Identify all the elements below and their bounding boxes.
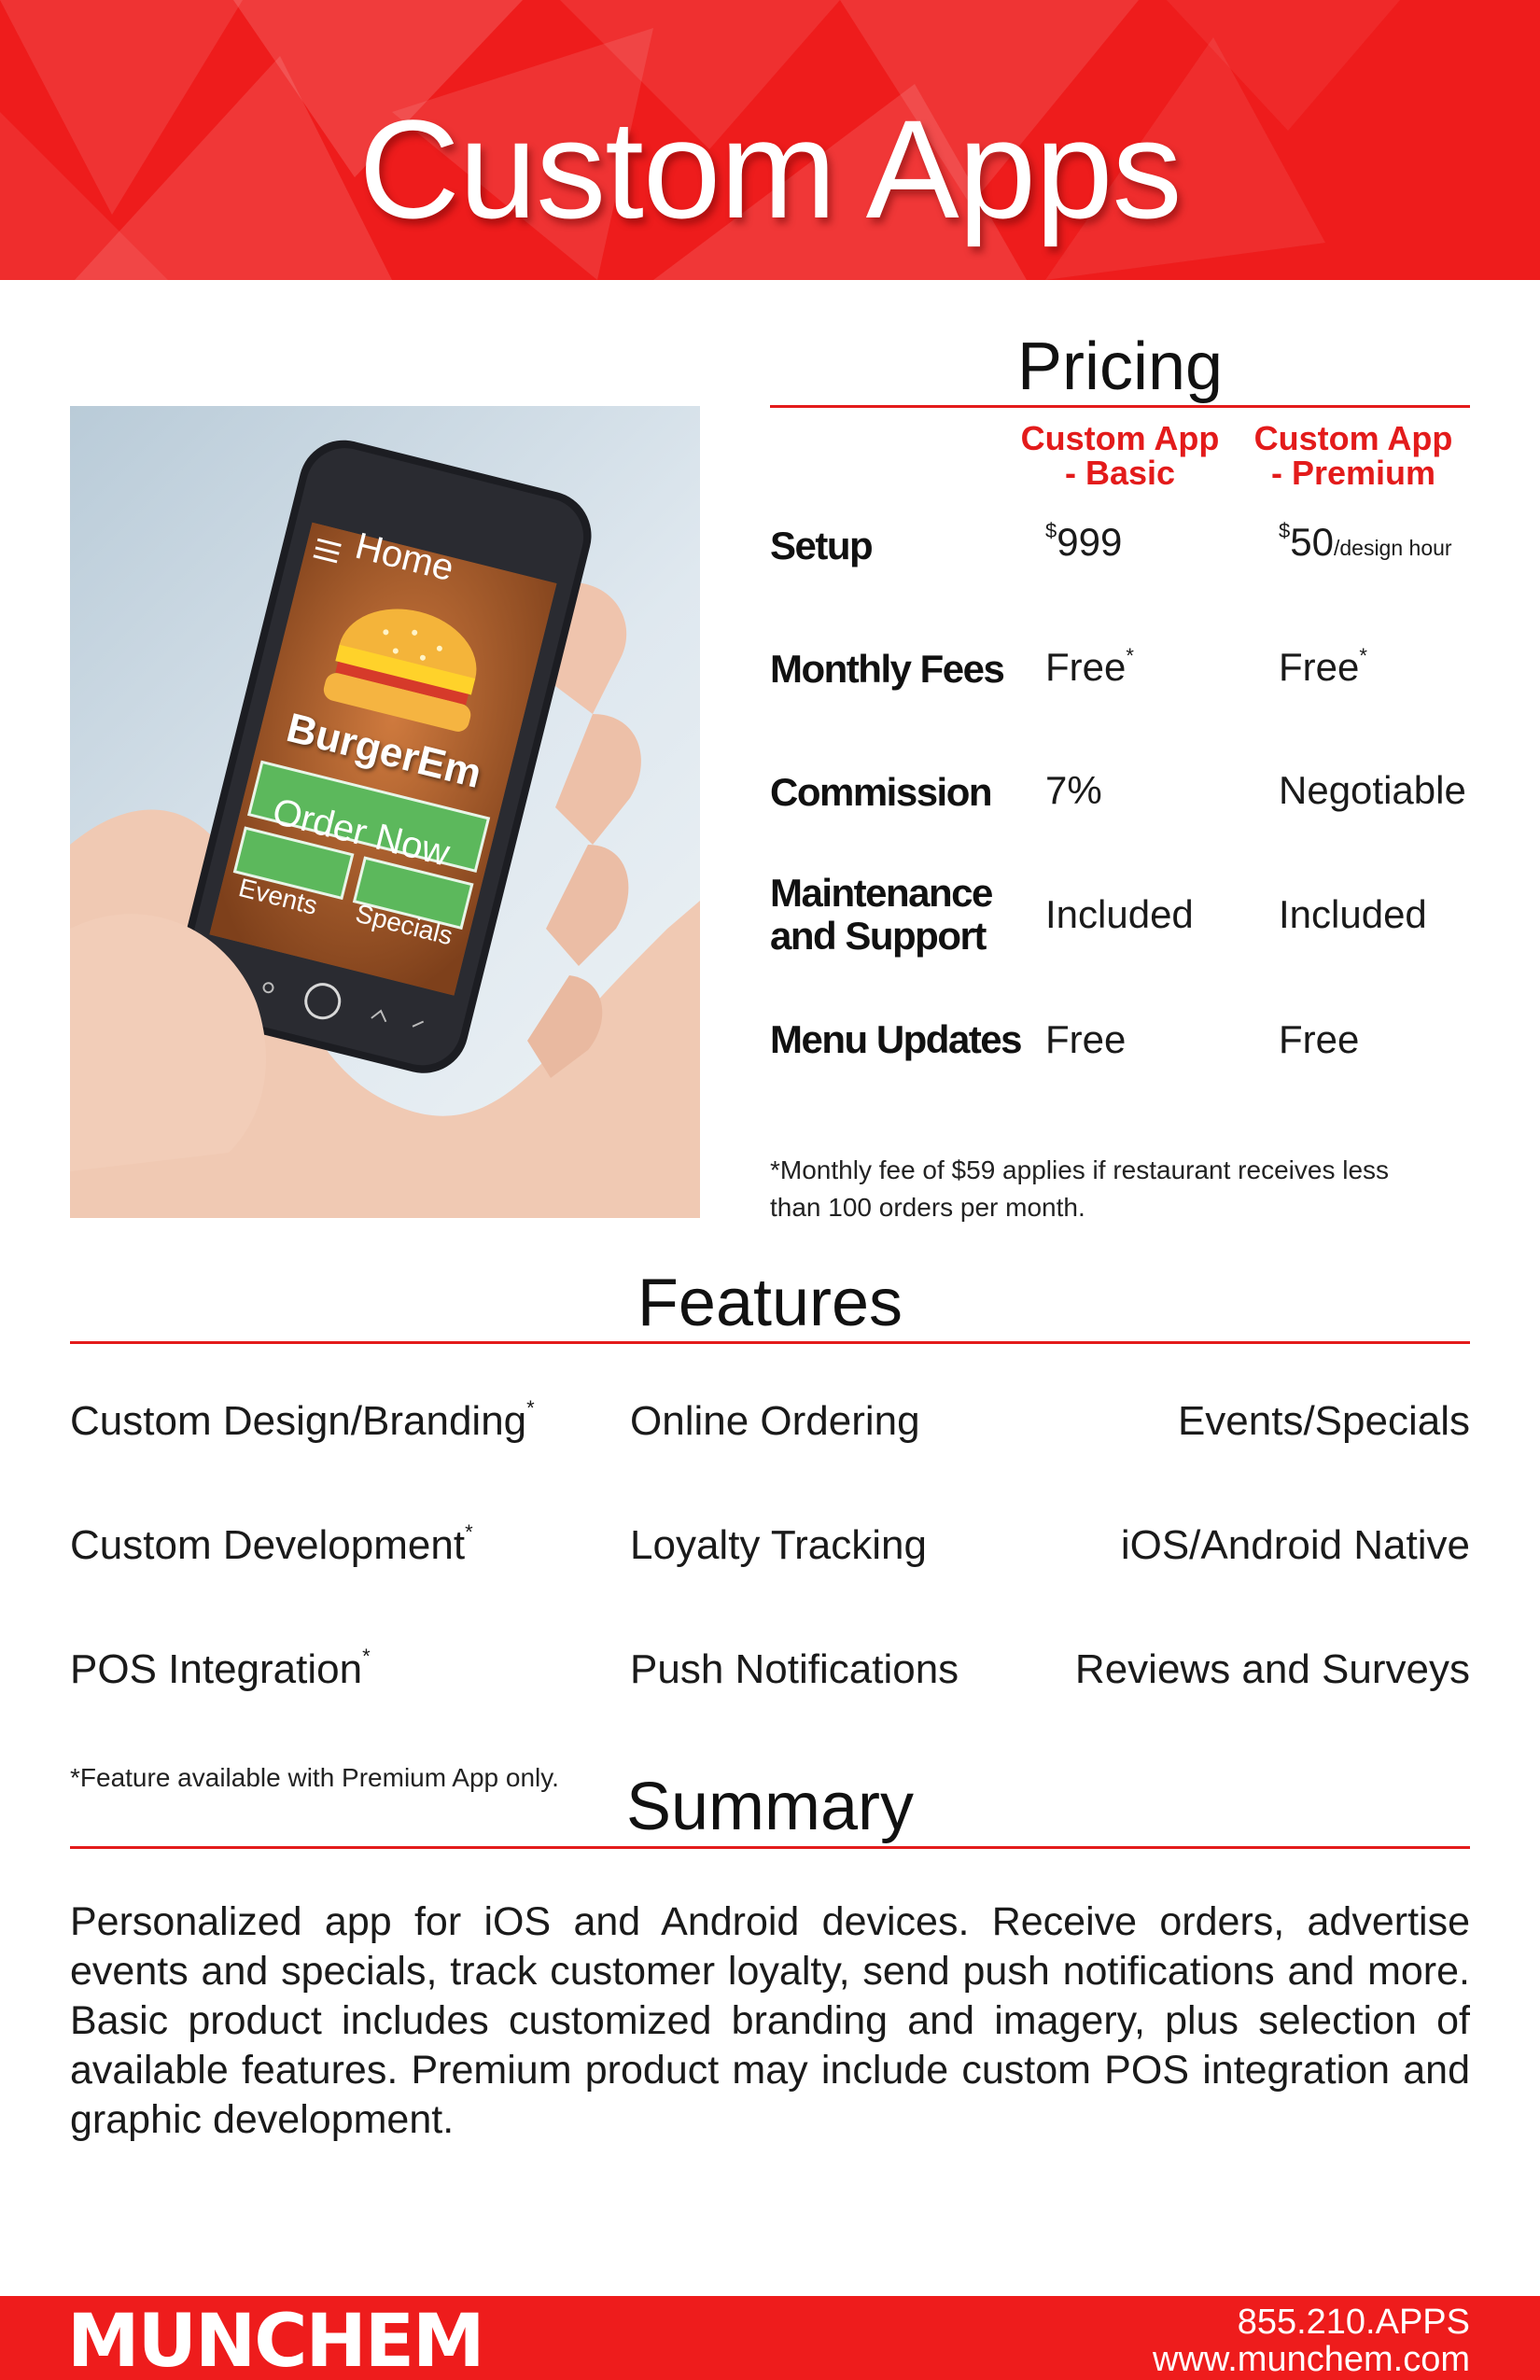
menu-updates-basic-value: Free [1045,1017,1127,1061]
maintenance-basic-value: Included [1045,892,1194,936]
monthly-basic-value: Free* [1045,644,1134,689]
feature-push-notifications: Push Notifications [630,1646,959,1692]
website-link[interactable]: www.munchem.com [1153,2340,1470,2379]
feature-events-specials: Events/Specials [1177,1398,1470,1444]
row-label-maintenance: Maintenance and Support [770,871,992,958]
row-label-monthly-fees: Monthly Fees [770,647,1004,691]
contact-info [1153,2303,1470,2378]
feature-native-apps: iOS/Android Native [1120,1522,1470,1568]
feature-pos-integration: POS Integration* [70,1645,371,1692]
pricing-footnote: *Monthly fee of $59 applies if restaurant receives less than 100 orders per month. [770,1155,1390,1222]
features-footnote: *Feature available with Premium App only. [70,1763,559,1792]
summary-title: Summary [625,1770,915,1844]
feature-custom-development: Custom Development* [70,1520,473,1568]
setup-premium-price: $50/design hour [1279,519,1452,564]
feature-online-ordering: Online Ordering [630,1398,920,1444]
phone-brand-label: BurgerEm [282,705,486,798]
summary-text: Personalized app for iOS and Android devices. Receive orders, advertise events and specials, track customer loyalty, send push notifications and more. Basic product includes customized branding and imagery, plus selection of available features. Premium product may include custom POS integration and graphic development. [70,1899,1470,2142]
munchem-logo: MUNCHEM [67,2300,483,2380]
features-rule [70,1341,1470,1344]
summary-rule [70,1846,1470,1849]
phone-number: 855.210.APPS [1237,2303,1470,2342]
column-header-premium: Custom App - Premium [1253,419,1453,492]
phone-screen-title: Home [351,525,458,590]
menu-updates-premium-value: Free [1279,1017,1360,1061]
feature-custom-design: Custom Design/Branding* [70,1396,535,1444]
phone-specials-button: Specials [352,898,456,951]
commission-premium-value: Negotiable [1279,768,1466,812]
feature-loyalty-tracking: Loyalty Tracking [630,1522,927,1568]
pricing-rule [770,405,1470,408]
maintenance-premium-value: Included [1279,892,1427,936]
monthly-premium-value: Free* [1279,644,1367,689]
features-title: Features [637,1266,903,1340]
page-title: Custom Apps [358,91,1182,247]
header-banner [0,0,1540,280]
phone-events-button: Events [235,873,321,920]
feature-reviews-surveys: Reviews and Surveys [1074,1646,1470,1692]
phone-photo [70,406,700,1218]
footer-bar [0,2296,1540,2380]
column-header-basic: Custom App - Basic [1020,419,1220,492]
setup-basic-price: $999 [1045,519,1123,564]
phone-order-button: Order Now [268,791,454,875]
row-label-commission: Commission [770,770,992,814]
row-label-menu-updates: Menu Updates [770,1017,1022,1061]
pricing-title: Pricing [1016,329,1224,404]
commission-basic-value: 7% [1045,768,1102,812]
row-label-setup: Setup [770,524,873,567]
